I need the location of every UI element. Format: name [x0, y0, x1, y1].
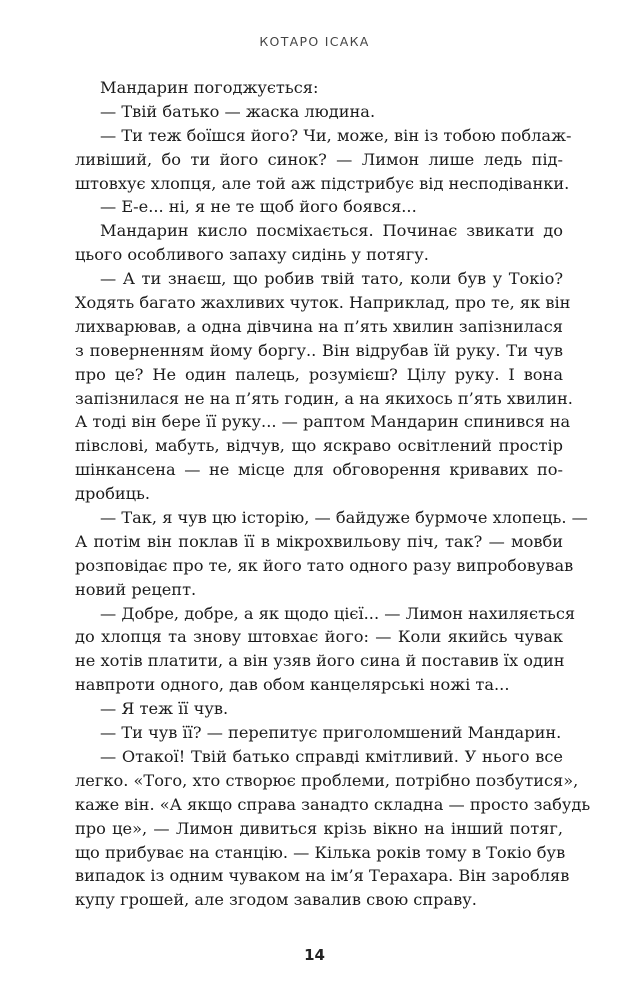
- text-line: [75, 100, 563, 124]
- paragraph: [75, 697, 563, 721]
- text-line-content: — Я теж її чув.: [100, 699, 229, 719]
- text-line: [75, 148, 563, 172]
- text-line-content: каже він. «А якщо справа занадто складна — просто забудь: [75, 794, 591, 814]
- text-line-content: Мандарин погоджується:: [100, 78, 319, 97]
- text-line: [75, 721, 563, 745]
- paragraph: [75, 745, 591, 912]
- text-line-content: розповідає про те, як його тато одного разу випробовував: [75, 555, 574, 575]
- text-line: [75, 482, 563, 506]
- text-line: [75, 291, 571, 315]
- text-line-content: А потім він поклав її в мікрохвильову піч, так? — мовби: [75, 531, 563, 551]
- text-line-content: що прибуває на станцію. — Кілька років тому в Токіо був: [75, 842, 566, 862]
- text-line-content: запізнилася не на п’ять годин, а на якихось п’ять хвилин.: [75, 388, 573, 408]
- text-line-content: шінкансена — не місце для обговорення кривавих по-: [75, 460, 563, 480]
- text-line-content: — Так, я чув цю історію, — байдуже бурмоче хлопець. —: [100, 508, 588, 528]
- text-line-content: про це? Не один палець, розумієш? Цілу руку. І вона: [75, 364, 563, 384]
- text-line-content: купу грошей, але згодом завалив свою справу.: [75, 890, 477, 910]
- text-line: [75, 530, 563, 554]
- text-line: [75, 697, 563, 721]
- text-line-content: дробиць.: [75, 484, 150, 504]
- text-line: [75, 602, 576, 626]
- text-line-content: випадок із одним чуваком на ім’я Терахара. Він заробляв: [75, 866, 570, 886]
- text-line: [75, 124, 572, 148]
- text-line-content: А тоді він бере її руку... — раптом Мандарин спинився на: [75, 412, 571, 432]
- text-line: [75, 506, 588, 530]
- text-line: [75, 817, 563, 841]
- text-line-content: новий рецепт.: [75, 579, 197, 599]
- text-line-content: — Отакої! Твій батько справді кмітливий. У нього все: [100, 746, 563, 766]
- text-line-content: — Ти чув її? — перепитує приголомшений Мандарин.: [100, 723, 562, 743]
- text-line: [75, 841, 566, 865]
- text-line-content: Мандарин кисло посміхається. Починає звикати до: [100, 221, 563, 241]
- text-line: [75, 554, 574, 578]
- text-line: [75, 76, 563, 100]
- paragraph: [75, 195, 563, 219]
- paragraph: [75, 124, 572, 196]
- text-line: [75, 363, 563, 387]
- text-line: [75, 219, 563, 243]
- text-line: [75, 267, 563, 291]
- text-line: [75, 434, 563, 458]
- text-line-content: Ходять багато жахливих чуток. Наприклад, про те, як він: [75, 293, 571, 313]
- text-line-content: півслові, мабуть, відчув, що яскраво освітлений простір: [75, 436, 563, 456]
- text-line: [75, 172, 570, 196]
- running-header: КОТАРО ІСАКА: [259, 34, 370, 49]
- text-line: [75, 649, 563, 673]
- text-line: [75, 769, 579, 793]
- paragraph: [75, 721, 563, 745]
- text-line-content: легко. «Того, хто створює проблеми, потрібно позбутися»,: [75, 770, 579, 790]
- text-line: [75, 864, 570, 888]
- text-line-content: — Добре, добре, а як щодо цієї... — Лимон нахиляється: [100, 603, 576, 623]
- text-line-content: — А ти знаєш, що робив твій тато, коли був у Токіо?: [100, 269, 563, 289]
- paragraph: [75, 100, 563, 124]
- text-line-content: цього особливого запаху сидінь у потягу.: [75, 245, 429, 265]
- text-line: [75, 888, 563, 912]
- text-line: [75, 410, 571, 434]
- text-line-content: до хлопця та знову штовхає його: — Коли якийсь чувак: [75, 627, 563, 647]
- body-text: [75, 76, 591, 912]
- text-line: [75, 458, 563, 482]
- text-line: [75, 793, 591, 817]
- text-line-content: — Ти теж боїшся його? Чи, може, він із тобою поблаж-: [100, 125, 572, 145]
- page-number: 14: [304, 946, 325, 964]
- text-line: [75, 745, 563, 769]
- text-line-content: лихварював, а одна дівчина на п’ять хвилин запізнилася: [75, 316, 563, 336]
- text-line: [75, 315, 563, 339]
- text-line: [75, 387, 573, 411]
- text-line-content: ливіший, бо ти його синок? — Лимон лише ледь під-: [75, 149, 563, 169]
- text-line-content: навпроти одного, дав обом канцелярські ножі та...: [75, 675, 510, 695]
- text-line-content: з поверненням йому боргу.. Він відрубав їй руку. Ти чув: [75, 340, 563, 360]
- text-line-content: не хотів платити, а він узяв його сина й поставив їх один: [75, 651, 565, 671]
- paragraph: [75, 602, 576, 698]
- text-line-content: — Твій батько — жаска людина.: [100, 101, 376, 121]
- text-line: [75, 673, 563, 697]
- text-line: [75, 578, 563, 602]
- text-line-content: штовхує хлопця, але той аж підстрибує від несподіванки.: [75, 173, 570, 193]
- text-line-content: про це», — Лимон дивиться крізь вікно на інший потяг,: [75, 818, 563, 838]
- paragraph: [75, 219, 563, 267]
- paragraph: [75, 506, 588, 602]
- text-line: [75, 195, 563, 219]
- text-line: [75, 243, 563, 267]
- text-line: [75, 625, 563, 649]
- text-line-content: — Е-е... ні, я не те щоб його боявся...: [100, 197, 417, 217]
- text-line: [75, 339, 563, 363]
- paragraph: [75, 76, 563, 100]
- paragraph: [75, 267, 573, 506]
